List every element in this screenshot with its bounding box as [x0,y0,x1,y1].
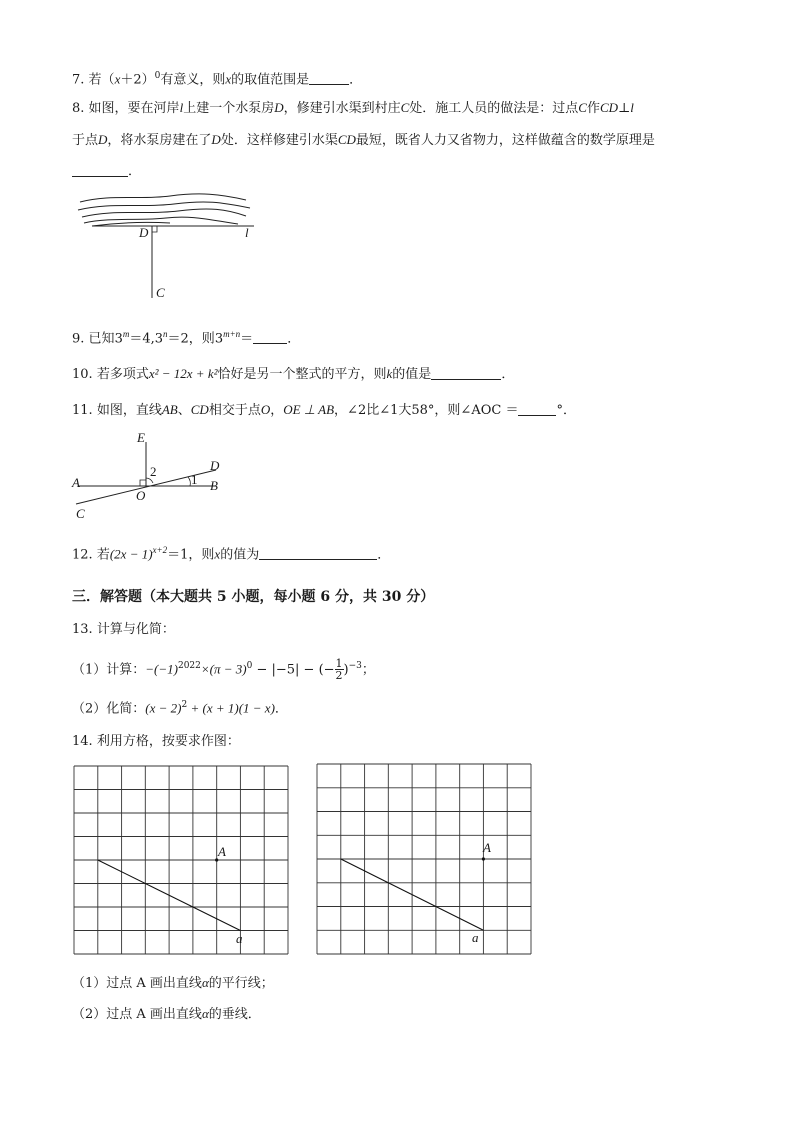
q12-number: 12. [72,547,93,563]
q7-number: 7. [72,72,85,88]
q11-number: 11. [72,403,93,418]
grid-right[interactable] [315,762,533,956]
right-angle-mark [140,480,146,486]
grid-lines [317,764,531,954]
point-a[interactable] [482,857,485,860]
label-point-a: A [218,844,226,859]
question-9: 9. 已知$3^m=4,3^n=2$，则$3^{m+n}=$ ． [72,329,301,347]
question-13: 13. 计算与化简： [72,622,175,637]
label-c: C [156,285,165,300]
intersecting-lines-figure [70,426,240,522]
label-e: E [137,430,145,445]
section-3-title: 三．解答题（本大题共 5 小题，每小题 6 分，共 30 分） [72,589,435,605]
river-waves [78,194,250,224]
label-o: O [136,488,146,503]
label-d: D [210,458,220,473]
q10-number: 10. [72,367,93,382]
answer-blank[interactable] [309,70,349,85]
question-8-line-1: 8. 如图，要在河岸l上建一个水泵房D，修建引水渠到村庄C处．施工人员的做法是：过点C作CD⊥l [72,100,634,116]
answer-blank[interactable] [253,329,287,344]
q9-number: 9. [72,331,85,347]
label-l: l [245,225,249,240]
answer-blank[interactable] [431,365,501,380]
question-13-part-2: （2）化简：$(x - 2)^2 + (x + 1)(1 - x)$． [72,700,288,717]
grid-lines [74,766,288,954]
question-12: 12. 若$(2x - 1)^{x+2}=1$，则x的值为 ． [72,545,391,563]
question-8-line-2: 于点D，将水泵房建在了D处．这样修建引水渠CD最短，既省人力又省物力，这样做蕴含的数学原理是 [72,132,655,148]
answer-blank[interactable] [518,401,556,416]
label-line-a: a [236,931,243,946]
angle-1-arc [188,477,190,486]
label-angle-1: 1 [191,472,198,487]
label-a: A [72,475,80,490]
q14-number: 14. [72,734,93,749]
fraction-one-half: $\frac{1}{2}$ [335,657,343,683]
question-8-line-3: ． [72,162,141,182]
river-bank-figure [70,190,270,302]
q8-number: 8. [72,101,85,116]
question-10: 10. 若多项式x² − 12x + k²恰好是另一个整式的平方，则k的值是 ． [72,366,515,382]
question-13-part-1: （1）计算：$-(-1)^{2022}\times(\pi - 3)^0 - |-5|$ − (− $\frac{1}{2}$ )$^{-3}$； [72,657,375,683]
question-14-part-1: （1）过点 A 画出直线α的平行线； [72,975,274,991]
label-d: D [139,225,149,240]
question-7: 7. 若$(x+2)^0$有意义，则x的取值范围是 ． [72,71,363,88]
q13-number: 13. [72,622,93,637]
question-14: 14. 利用方格，按要求作图： [72,734,240,749]
label-angle-2: 2 [150,464,157,479]
label-point-a: A [483,840,491,855]
right-angle-mark [152,226,157,232]
label-b: B [210,478,218,493]
answer-blank[interactable] [72,162,128,177]
question-11: 11. 如图，直线AB、CD相交于点O，OE ⊥ AB，∠2比∠1大58°，则∠AOC ＝ °． [72,402,576,418]
question-14-part-2: （2）过点 A 画出直线α的垂线． [72,1006,261,1022]
grid-left[interactable] [72,764,290,956]
label-line-a: a [472,930,479,945]
label-c: C [76,506,85,521]
answer-blank[interactable] [259,545,377,560]
